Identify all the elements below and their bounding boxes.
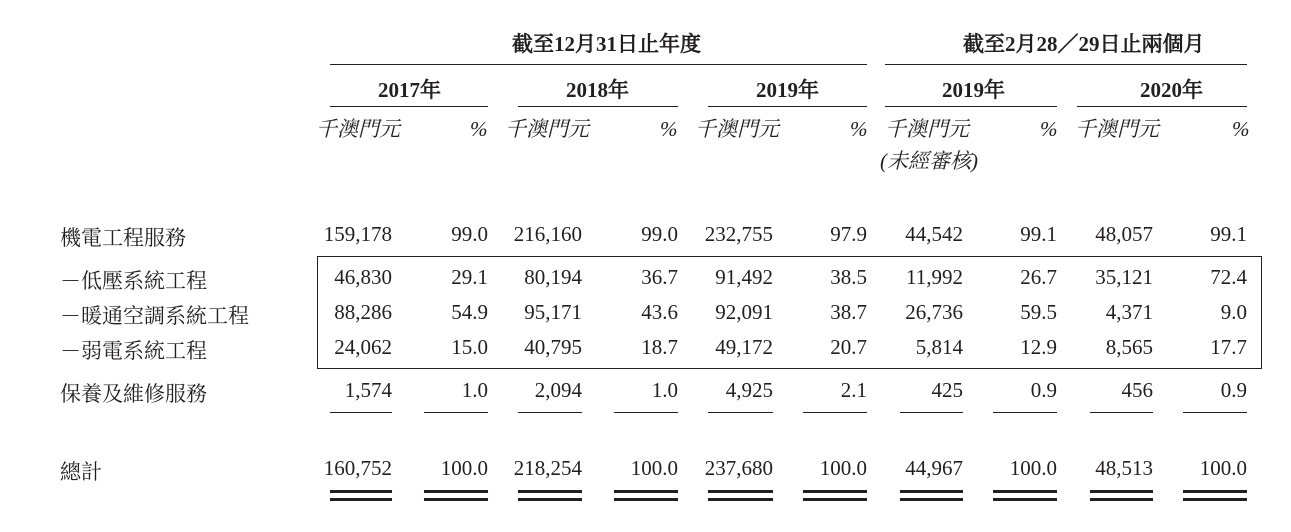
table-cell: 43.6 xyxy=(641,300,678,324)
total-double-rule xyxy=(1183,490,1247,493)
table-cell: 8,565 xyxy=(1105,335,1153,359)
total-double-rule xyxy=(708,490,773,493)
unit-percent-2019-two-months: % xyxy=(1040,117,1058,141)
group-header-two-months: 截至2月28／29日止兩個月 xyxy=(963,32,1205,56)
table-cell: 17.7 xyxy=(1210,335,1247,359)
row-label-total: 總計 xyxy=(60,460,102,484)
table-cell: 88,286 xyxy=(334,300,392,324)
total-double-rule xyxy=(1090,498,1153,501)
total-double-rule xyxy=(993,490,1057,493)
subtotal-rule xyxy=(803,412,867,413)
table-cell: 1.0 xyxy=(461,378,488,402)
table-cell: 36.7 xyxy=(641,265,678,289)
year-header-2018: 2018年 xyxy=(566,78,629,102)
table-cell: 0.9 xyxy=(1030,378,1057,402)
year-header-2020: 2020年 xyxy=(1140,78,1203,102)
table-cell: 99.1 xyxy=(1210,222,1247,246)
table-cell: 160,752 xyxy=(323,456,392,480)
table-cell: 40,795 xyxy=(524,335,582,359)
table-cell: 232,755 xyxy=(704,222,773,246)
table-cell: 80,194 xyxy=(524,265,582,289)
year-rule-2019 xyxy=(708,106,867,107)
table-cell: 92,091 xyxy=(715,300,773,324)
table-cell: 218,254 xyxy=(513,456,582,480)
table-cell: 5,814 xyxy=(915,335,963,359)
table-cell: 99.1 xyxy=(1020,222,1057,246)
subtotal-rule xyxy=(1090,412,1153,413)
subtotal-rule xyxy=(424,412,488,413)
table-cell: 4,925 xyxy=(725,378,773,402)
total-double-rule xyxy=(518,498,582,501)
unit-percent-2018: % xyxy=(660,117,678,141)
table-cell: 38.7 xyxy=(830,300,867,324)
table-cell: 95,171 xyxy=(524,300,582,324)
year-header-2019-two-months: 2019年 xyxy=(942,78,1005,102)
row-label-low-voltage: －低壓系統工程 xyxy=(60,269,207,293)
table-cell: 54.9 xyxy=(451,300,488,324)
table-cell: 91,492 xyxy=(715,265,773,289)
subtotal-rule xyxy=(900,412,963,413)
table-cell: 29.1 xyxy=(451,265,488,289)
table-cell: 15.0 xyxy=(451,335,488,359)
table-cell: 237,680 xyxy=(704,456,773,480)
table-cell: 46,830 xyxy=(334,265,392,289)
table-cell: 59.5 xyxy=(1020,300,1057,324)
table-cell: 2.1 xyxy=(840,378,867,402)
total-double-rule xyxy=(424,498,488,501)
unit-currency-2019-two-months: 千澳門元 xyxy=(885,117,969,141)
table-cell: 24,062 xyxy=(334,335,392,359)
table-cell: 20.7 xyxy=(830,335,867,359)
year-header-2017: 2017年 xyxy=(378,78,441,102)
unit-currency-2019: 千澳門元 xyxy=(695,117,779,141)
unit-currency-2017: 千澳門元 xyxy=(316,117,400,141)
total-double-rule xyxy=(708,498,773,501)
total-double-rule xyxy=(424,490,488,493)
unit-percent-2020: % xyxy=(1232,117,1250,141)
subtotal-rule xyxy=(1183,412,1247,413)
table-cell: 72.4 xyxy=(1210,265,1247,289)
year-rule-2019-two-months xyxy=(885,106,1057,107)
table-cell: 0.9 xyxy=(1220,378,1247,402)
group-header-year-ended: 截至12月31日止年度 xyxy=(512,32,701,56)
table-cell: 2,094 xyxy=(534,378,582,402)
year-rule-2018 xyxy=(518,106,678,107)
unit-currency-2020: 千澳門元 xyxy=(1075,117,1159,141)
unit-percent-2019: % xyxy=(850,117,868,141)
subtotal-rule xyxy=(993,412,1057,413)
table-cell: 456 xyxy=(1121,378,1153,402)
table-cell: 100.0 xyxy=(630,456,678,480)
table-cell: 216,160 xyxy=(513,222,582,246)
table-cell: 44,542 xyxy=(905,222,963,246)
table-cell: 48,513 xyxy=(1095,456,1153,480)
row-label-maintenance: 保養及維修服務 xyxy=(60,382,207,406)
subtotal-rule xyxy=(614,412,678,413)
table-cell: 9.0 xyxy=(1220,300,1247,324)
unit-unaudited-note: (未經審核) xyxy=(880,149,978,173)
table-cell: 35,121 xyxy=(1095,265,1153,289)
table-cell: 100.0 xyxy=(1199,456,1247,480)
year-header-2019: 2019年 xyxy=(756,78,819,102)
table-cell: 97.9 xyxy=(830,222,867,246)
table-cell: 44,967 xyxy=(905,456,963,480)
total-double-rule xyxy=(330,490,392,493)
table-cell: 11,992 xyxy=(906,265,963,289)
total-double-rule xyxy=(803,490,867,493)
total-double-rule xyxy=(518,490,582,493)
subtotal-rule xyxy=(518,412,582,413)
table-cell: 99.0 xyxy=(451,222,488,246)
unit-percent-2017: % xyxy=(470,117,488,141)
year-rule-2017 xyxy=(330,106,488,107)
subtotal-rule xyxy=(708,412,773,413)
total-double-rule xyxy=(1183,498,1247,501)
table-cell: 18.7 xyxy=(641,335,678,359)
table-cell: 99.0 xyxy=(641,222,678,246)
total-double-rule xyxy=(900,498,963,501)
year-rule-2020 xyxy=(1077,106,1247,107)
total-double-rule xyxy=(803,498,867,501)
table-cell: 1,574 xyxy=(344,378,392,402)
table-cell: 159,178 xyxy=(323,222,392,246)
row-label-hvac: －暖通空調系統工程 xyxy=(60,304,249,328)
total-double-rule xyxy=(614,498,678,501)
table-cell: 49,172 xyxy=(715,335,773,359)
table-cell: 12.9 xyxy=(1020,335,1057,359)
row-label-mep-services: 機電工程服務 xyxy=(60,226,186,250)
table-cell: 4,371 xyxy=(1105,300,1153,324)
row-label-elv: －弱電系統工程 xyxy=(60,339,207,363)
table-cell: 26,736 xyxy=(905,300,963,324)
table-cell: 425 xyxy=(931,378,963,402)
table-cell: 100.0 xyxy=(1009,456,1057,480)
table-cell: 1.0 xyxy=(651,378,678,402)
table-cell: 100.0 xyxy=(440,456,488,480)
group-header-two-months-rule xyxy=(885,64,1247,65)
table-cell: 100.0 xyxy=(819,456,867,480)
table-cell: 26.7 xyxy=(1020,265,1057,289)
table-cell: 48,057 xyxy=(1095,222,1153,246)
total-double-rule xyxy=(330,498,392,501)
subtotal-rule xyxy=(330,412,392,413)
total-double-rule xyxy=(614,490,678,493)
total-double-rule xyxy=(1090,490,1153,493)
total-double-rule xyxy=(900,490,963,493)
group-header-year-ended-rule xyxy=(330,64,867,65)
total-double-rule xyxy=(993,498,1057,501)
unit-currency-2018: 千澳門元 xyxy=(505,117,589,141)
table-cell: 38.5 xyxy=(830,265,867,289)
